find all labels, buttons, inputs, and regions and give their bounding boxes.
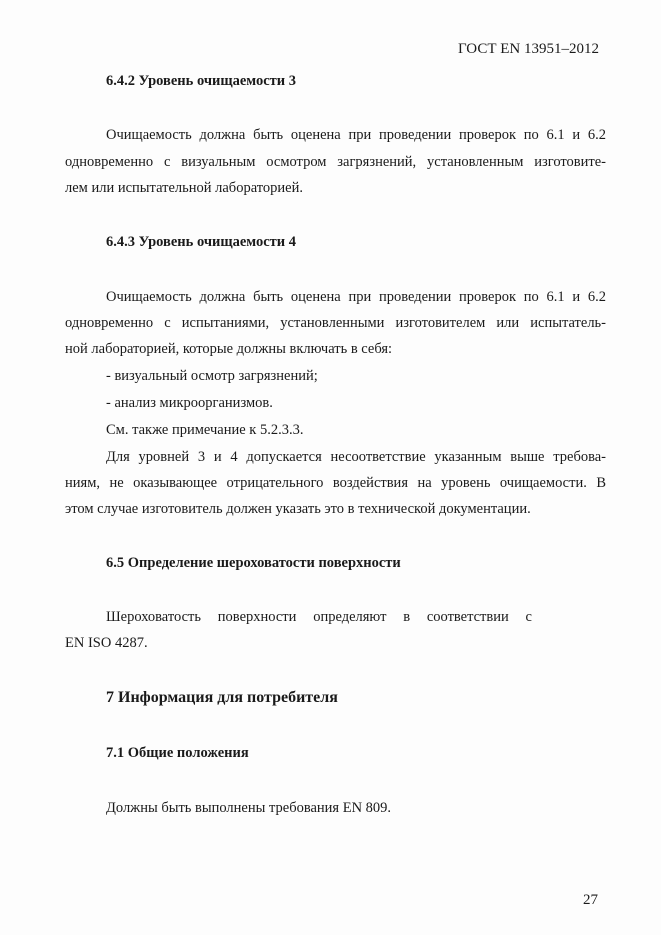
list-item: - анализ микроорганизмов.: [106, 395, 273, 411]
paragraph-line: Должны быть выполнены требования EN 809.: [106, 800, 392, 816]
paragraph-line: EN ISO 4287.: [65, 635, 148, 651]
paragraph-line: Очищаемость должна быть оценена при проведении проверок по 6.1 и 6.2: [106, 127, 606, 143]
list-item: - визуальный осмотр загрязнений;: [106, 368, 318, 384]
page-number: 27: [583, 892, 598, 908]
section-heading-7: 7 Информация для потребителя: [106, 689, 338, 706]
note-reference: См. также примечание к 5.2.3.3.: [106, 422, 304, 438]
paragraph-line: ниям, не оказывающее отрицательного воздействия на уровень очищаемости. В: [65, 475, 606, 491]
standard-designation: ГОСТ EN 13951–2012: [458, 41, 599, 57]
paragraph-line: ной лабораторией, которые должны включать в себя:: [65, 341, 393, 357]
paragraph-line: лем или испытательной лабораторией.: [65, 180, 303, 196]
paragraph-line: Для уровней 3 и 4 допускается несоответствие указанным выше требова-: [106, 449, 606, 465]
section-heading-6-4-2: 6.4.2 Уровень очищаемости 3: [106, 73, 297, 89]
section-heading-6-4-3: 6.4.3 Уровень очищаемости 4: [106, 234, 297, 250]
paragraph-line: Очищаемость должна быть оценена при проведении проверок по 6.1 и 6.2: [106, 289, 606, 305]
section-heading-6-5: 6.5 Определение шероховатости поверхности: [106, 555, 401, 571]
paragraph-line: одновременно с визуальным осмотром загрязнений, установленным изготовите-: [65, 154, 606, 170]
paragraph-line: Шероховатость поверхности определяют в соответствии с: [106, 609, 532, 625]
section-heading-7-1: 7.1 Общие положения: [106, 745, 249, 761]
paragraph-line: этом случае изготовитель должен указать это в технической документации.: [65, 501, 531, 517]
paragraph-line: одновременно с испытаниями, установленными изготовителем или испытатель-: [65, 315, 606, 331]
